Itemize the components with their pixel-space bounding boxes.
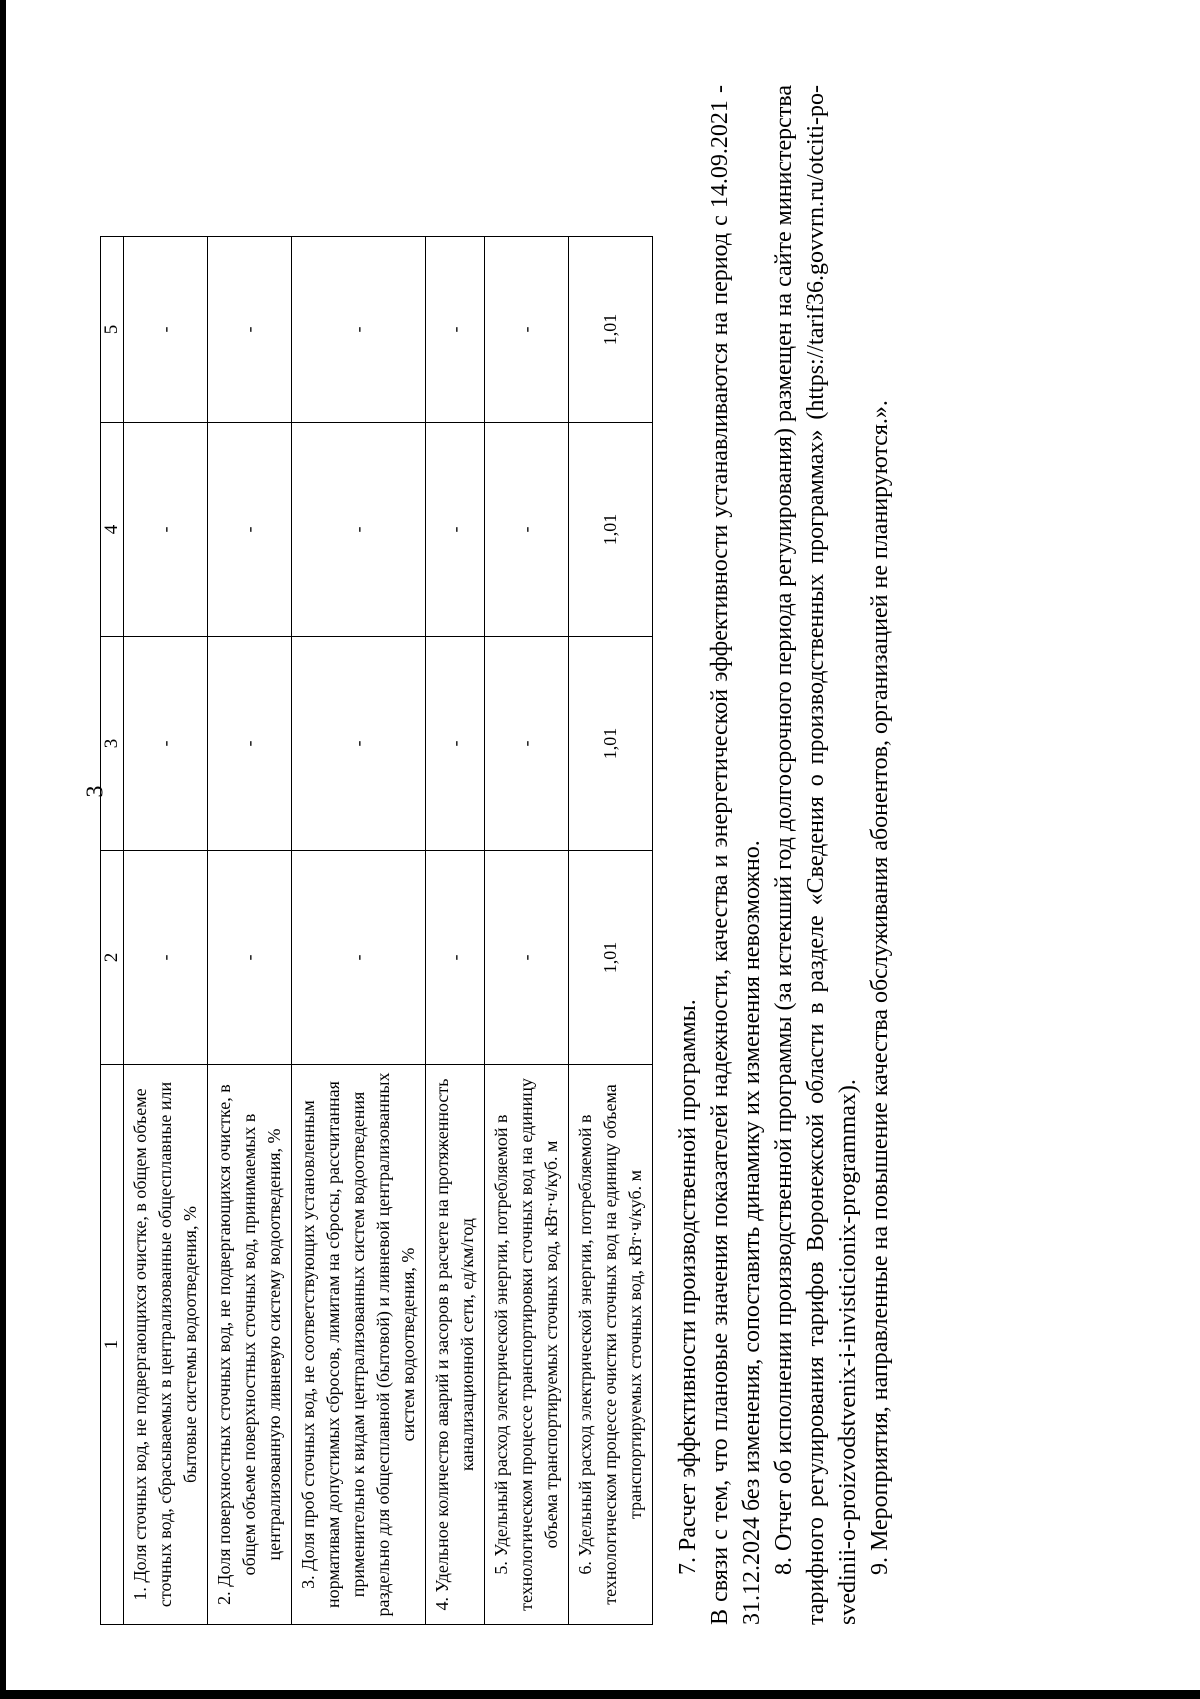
indicator-value: 1,01 [569, 637, 653, 851]
indicator-value: - [208, 637, 292, 851]
rotated-content [100, 75, 1100, 1625]
indicator-value: - [426, 237, 485, 423]
indicator-value: - [485, 423, 569, 637]
indicator-value: - [208, 851, 292, 1065]
scan-border-bottom [0, 1690, 1200, 1699]
indicator-value: - [485, 851, 569, 1065]
indicator-label: 5. Удельный расход электрической энергии, потребляемой в технологическом процессе транспортировки сточных вод на единицу объема транспортируемых сточных вод, кВт·ч/куб. м [485, 1065, 569, 1625]
header-cell: 1 [101, 1065, 124, 1625]
indicators-table [100, 236, 653, 1625]
indicator-value: - [485, 637, 569, 851]
section-7-heading: 7. Расчет эффективности производственной программы. [675, 999, 701, 1575]
indicator-value: 1,01 [569, 423, 653, 637]
body-text [672, 85, 896, 1625]
header-cell: 4 [101, 423, 124, 637]
page-number: 3 [82, 785, 109, 798]
indicator-value: - [426, 637, 485, 851]
indicator-value: - [124, 637, 208, 851]
indicator-value: - [292, 851, 426, 1065]
header-cell: 2 [101, 851, 124, 1065]
indicator-value: - [292, 237, 426, 423]
table-header-row [101, 237, 124, 1625]
indicator-value: - [292, 423, 426, 637]
indicator-value: - [208, 423, 292, 637]
section-9-text: 9. Мероприятия, направленные на повышение качества обслуживания абонентов, организацией не планируются.». [867, 400, 893, 1575]
indicator-value: - [124, 237, 208, 423]
indicator-label: 2. Доля поверхностных сточных вод, не подвергающихся очистке, в общем объеме поверхностных сточных вод, принимаемых в централизованную ливневую систему водоотведения, % [208, 1065, 292, 1625]
indicator-value: - [208, 237, 292, 423]
indicator-value: 1,01 [569, 851, 653, 1065]
indicator-label: 4. Удельное количество аварий и засоров в расчете на протяженность канализационной сети, ед/км/год [426, 1065, 485, 1625]
indicator-value: - [426, 423, 485, 637]
table-row [426, 237, 485, 1625]
scan-border-left [0, 0, 6, 1699]
section-7-text: В связи с тем, что плановые значения показателей надежности, качества и энергетической эффективности устанавливаются на период с 14.09.2021 - 31.12.2024 без изменения, сопоставить динамику их изменения невозможно. [707, 85, 765, 1625]
indicator-value: - [485, 237, 569, 423]
indicator-label: 1. Доля сточных вод, не подвергающихся очистке, в общем объеме сточных вод, сбрасываемых в централизованные общесплавные или бытовые системы водоотведения, % [124, 1065, 208, 1625]
indicator-value: - [292, 637, 426, 851]
section-8-text: 8. Отчет об исполнении производственной программы (за истекший год долгосрочного периода регулирования) размещен на сайте министерства тарифного регулирования тарифов Воронежской области в разделе «Сведения о производственных программах» (https://tarif36.govvrn.ru/otciti-po-svedinii-o-proizvodstvenix-i-invisticionix-programmax). [771, 85, 861, 1625]
header-cell: 5 [101, 237, 124, 423]
indicator-value: - [426, 851, 485, 1065]
indicator-label: 6. Удельный расход электрической энергии, потребляемой в технологическом процессе очистки сточных вод на единицу объема транспортируемых сточных вод, кВт·ч/куб. м [569, 1065, 653, 1625]
indicator-value: - [124, 423, 208, 637]
indicator-value: - [124, 851, 208, 1065]
table-row [124, 237, 208, 1625]
table-row [208, 237, 292, 1625]
table-row [292, 237, 426, 1625]
indicator-label: 3. Доля проб сточных вод, не соответствующих установленным нормативам допустимых сбросов, лимитам на сбросы, рассчитанная применительно к видам централизованных систем водоотведения раздельно для общесплавной (бытовой) и ливневой централизованных систем водоотведения, % [292, 1065, 426, 1625]
table-row [569, 237, 653, 1625]
table-row [485, 237, 569, 1625]
header-cell: 3 [101, 637, 124, 851]
indicator-value: 1,01 [569, 237, 653, 423]
